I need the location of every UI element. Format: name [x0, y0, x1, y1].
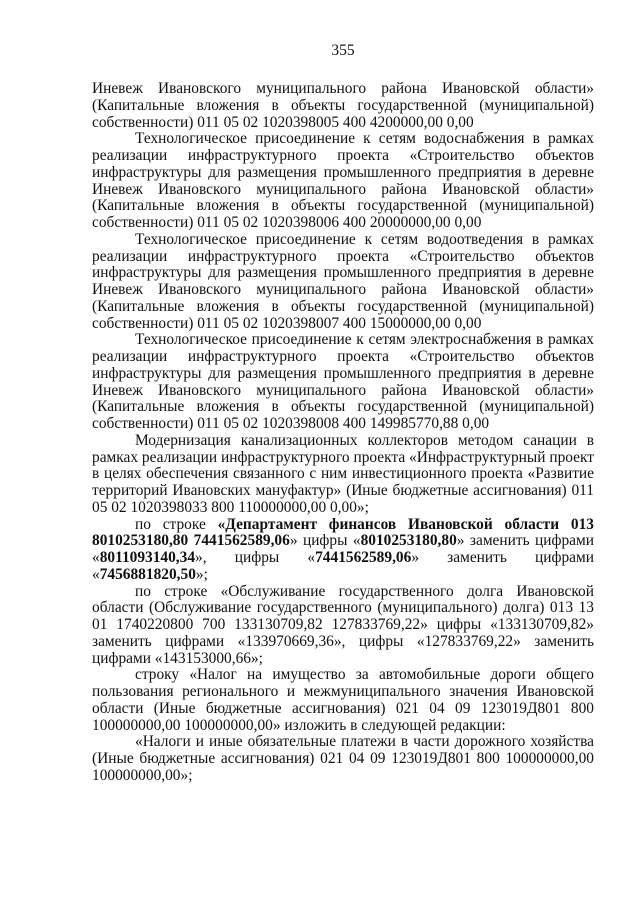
- bold-segment: 8010253180,80: [360, 532, 457, 550]
- document-body: [92, 81, 594, 785]
- segment: », цифры «: [195, 549, 316, 566]
- bold-segment: «Департамент финансов Ивановской области 013 8010253180,80 7441562589,06: [92, 515, 594, 550]
- bold-segment: 7441562589,06: [315, 549, 412, 566]
- paragraph-p4: Технологическое присоединение к сетям электроснабжения в рамках реализации инфраструктурного проекта «Строительство объектов инфраструктуры для размещения промышленного предприятия в деревне Иневеж Ивановского муниципального района Ивановской области» (Капитальные вложения в объекты государственной (муниципальной) собственности) 011 05 02 1020398008 400 149985770,88 0,00: [92, 331, 594, 432]
- paragraph-p9: «Налоги и иные обязательные платежи в части дорожного хозяйства (Иные бюджетные ассигнования) 021 04 09 123019Д801 800 100000000,00 100000000,00»;: [92, 733, 594, 784]
- page-number: 355: [331, 42, 355, 59]
- segment: » заменить цифрами «: [92, 549, 594, 583]
- paragraph-p5: Модернизация канализационных коллекторов методом санации в рамках реализации инфраструктурного проекта «Инфраструктурный проект в целях обеспечения связанного с ним инвестиционного проекта «Развитие территорий Ивановских мануфактур» (Иные бюджетные ассигнования) 011 05 02 1020398033 800 110000000,00 0,00»;: [92, 431, 594, 516]
- paragraph-p3: Технологическое присоединение к сетям водоотведения в рамках реализации инфраструктурного проекта «Строительство объектов инфраструктуры для размещения промышленного предприятия в деревне Иневеж Ивановского муниципального района Ивановской области» (Капитальные вложения в объекты государственной (муниципальной) собственности) 011 05 02 1020398007 400 15000000,00 0,00: [92, 230, 594, 332]
- segment: » цифры «: [289, 532, 361, 550]
- bold-segment: 7456881820,50: [99, 565, 196, 583]
- paragraph-p2: Технологическое присоединение к сетям водоснабжения в рамках реализации инфраструктурного проекта «Строительство объектов инфраструктуры для размещения промышленного предприятия в деревне Иневеж Ивановского муниципального района Ивановской области» (Капитальные вложения в объекты государственной (муниципальной) собственности) 011 05 02 1020398006 400 20000000,00 0,00: [92, 130, 594, 231]
- paragraph-p8: строку «Налог на имущество за автомобильные дороги общего пользования регионального и межмуниципального значения Ивановской области (Иные бюджетные ассигнования) 021 04 09 123019Д801 800 100000000,00 100000000,00» изложить в следующей редакции:: [92, 666, 594, 734]
- segment: по строке: [135, 515, 218, 533]
- segment: »;: [195, 565, 208, 583]
- paragraph-p1: Иневеж Ивановского муниципального района Ивановской области» (Капитальные вложения в объекты государственной (муниципальной) собственности) 011 05 02 1020398005 400 4200000,00 0,00: [92, 80, 594, 131]
- paragraph-p7: по строке «Обслуживание государственного долга Ивановской области (Обслуживание государственного (муниципального) долга) 013 13 01 1740220800 700 133130709,82 127833769,22» цифры «133130709,82» заменить цифрами «133970669,36», цифры «127833769,22» заменить цифрами «143153000,66»;: [92, 582, 594, 667]
- segment: » заменить цифрами «: [92, 532, 594, 566]
- bold-segment: 8011093140,34: [99, 549, 196, 566]
- paragraph-p6-amendment-finance-department: [92, 517, 594, 584]
